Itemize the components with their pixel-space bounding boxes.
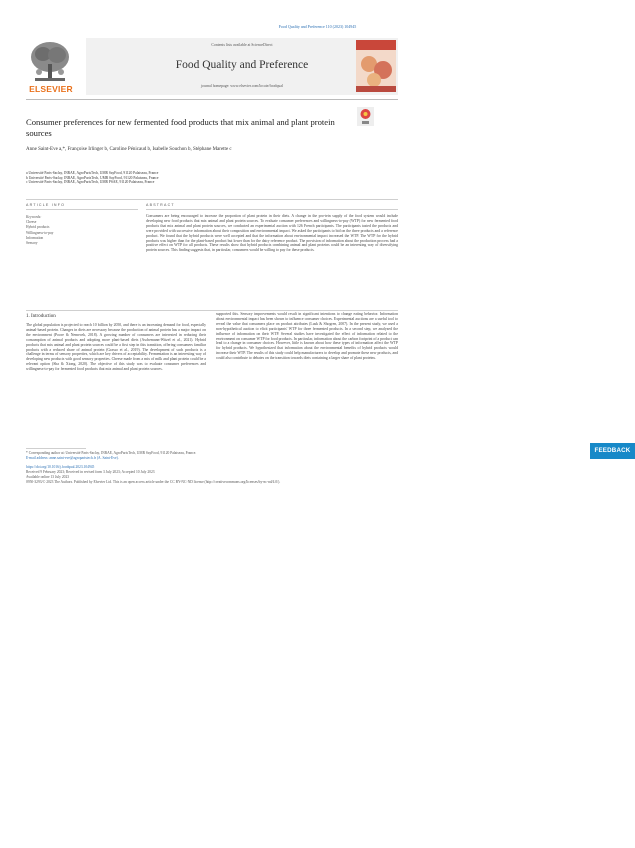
journal-title: Food Quality and Preference	[175, 59, 309, 71]
corresponding-author-footnote: * Corresponding author at: Université Paris-Saclay, INRAE, AgroParisTech, UMR SayFood, 91120 Palaiseau, France.	[26, 451, 197, 455]
keyword-item: Information	[26, 235, 44, 240]
journal-cover-image	[356, 40, 396, 92]
received-dates: Received 9 February 2023; Received in revised form 3 July 2023; Accepted 10 July 2023	[26, 470, 155, 474]
affiliation-a: a Université Paris-Saclay, INRAE, AgroParisTech, UMR SayFood, 91120 Palaiseau, France	[26, 171, 159, 175]
abstract-heading: ABSTRACT	[146, 203, 175, 207]
keyword-item: Willingness-to-pay	[26, 230, 54, 235]
intro-left-column: The global population is projected to reach 10 billion by 2050, and there is an increasing demand for food, especially animal-based protein. Changes in diets are necessary because the production of animal protein has a major impact on the environment (Poore & Nemecek, 2018). A growing number of consumers are interested in reducing their consumption of animal products and adopting more plant-based diets (Aschemann-Witzel et al., 2021). Hybrid products that mix animal and plant protein sources could be a first step in this transition, offering consumers familiar products with a reduced share of animal protein (Grasso et al., 2019). The development of such products is a challenge in terms of sensory properties, which are key drivers of acceptability. Fermentation is an interesting way of developing new products with good sensory properties. Cheese made from a mix of milk and plant protein could be a relevant option (Sha & Xiong, 2020). The objective of this study was to evaluate consumer preferences and willingness-to-pay for fermented food products that mix animal and plant protein sources.	[26, 323, 206, 372]
check-for-updates-icon[interactable]	[357, 107, 374, 126]
keyword-item: Cheese	[26, 220, 37, 225]
journal-citation[interactable]: Food Quality and Preference 110 (2023) 104945	[278, 24, 357, 29]
affiliation-c: c Université Paris-Saclay, INRAE, AgroParisTech, UMR PSAE, 91120 Palaiseau, France	[26, 180, 155, 185]
keywords-block	[26, 215, 116, 246]
article-info-heading: ARTICLE INFO	[26, 203, 66, 207]
affiliation-b: b Université Paris-Saclay, INRAE, AgroParisTech, UMR SayFood, 91120 Palaiseau, France	[26, 175, 159, 180]
article-title: Consumer preferences for new fermented food products that mix animal and plant protein sources	[26, 117, 335, 138]
keywords-label: Keywords:	[26, 215, 42, 219]
abstract-text: Consumers are being encouraged to increase the proportion of plant protein in their diets. A change in the pro-tein supply of the food system would include developing new food products that mix animal and plant protein sources. To evaluate consumer preferences and willingness-to-pay (WTP) for new fermented food products that mix animal and plant protein sources, we conducted an experimental auction with 126 French participants. The participants tasted the products and were provided with successive information about their composition and environmental impact. We asked the participants to bid on the three products and a reference product. We found that the hybrid products were well accepted and that the information about environmental impact increased the WTP. The WTP for the hybrid products was higher than for the plant-based product but lower than for the dairy reference product. The provision of information about the production process had a positive effect on WTP for all products. These results show that hybrid products combining animal and plant proteins could be an interesting way of diversifying protein sources. This finding suggests that, in particular, consumers would be willing to pay for these products.	[146, 214, 398, 253]
feedback-button[interactable]: FEEDBACK	[590, 443, 635, 459]
introduction-heading: 1. Introduction	[26, 314, 56, 319]
copyright-line: 0950-3293/© 2023 The Authors. Published by Elsevier Ltd. This is an open access article under the CC BY-NC-ND license (http://creativecommons.org/licenses/by-nc-nd/4.0/).	[26, 480, 281, 484]
contents-line[interactable]: Contents lists available at ScienceDirect	[211, 43, 273, 47]
author-list[interactable]: Anne Saint-Eve a,*, Françoise Irlinger b, Caroline Pénicaud b, Isabelle Souchon b, Stéphane Marette c	[26, 147, 232, 152]
journal-homepage[interactable]: journal homepage: www.elsevier.com/locate/foodqual	[201, 84, 283, 88]
email-line[interactable]: E-mail address: anne.saint-eve@agroparistech.fr (A. Saint-Eve).	[26, 456, 119, 460]
intro-right-column: supported this. Sensory improvements would result in significant intentions to change eating behavior. Information about environmental impact has been shown to influence consumer choices. Experimental auctions are a useful tool to reveal the value that consumers place on product attributes (Lusk & Shogren, 2007). In the present study, we used a non-hypothetical auction to elicit participants' WTP for three fermented products. In a second step, we analyzed the influence of information on their WTP. Several studies have investigated the effect of information related to the environment on consumer WTP for food products. In particular, information about the carbon footprint of a product can lead to a change in consumer choices. However, little is known about how these types of information affect the WTP for hybrid products. We hypothesized that information about the environmental benefits of hybrid products would increase their WTP. The results of this study could help manufacturers to develop and promote these new products, and could also contribute to debates on the transition towards diets containing a larger share of plant proteins.	[216, 312, 398, 361]
available-online: Available online 13 July 2023	[26, 475, 70, 479]
keyword-item: Hybrid products	[26, 225, 50, 230]
elsevier-tree-logo	[27, 40, 73, 84]
affiliations	[26, 171, 356, 185]
keyword-item: Sensory	[26, 241, 38, 246]
doi-link[interactable]: https://doi.org/10.1016/j.foodqual.2023.104945	[26, 465, 95, 469]
publisher-wordmark: ELSEVIER	[29, 84, 73, 94]
